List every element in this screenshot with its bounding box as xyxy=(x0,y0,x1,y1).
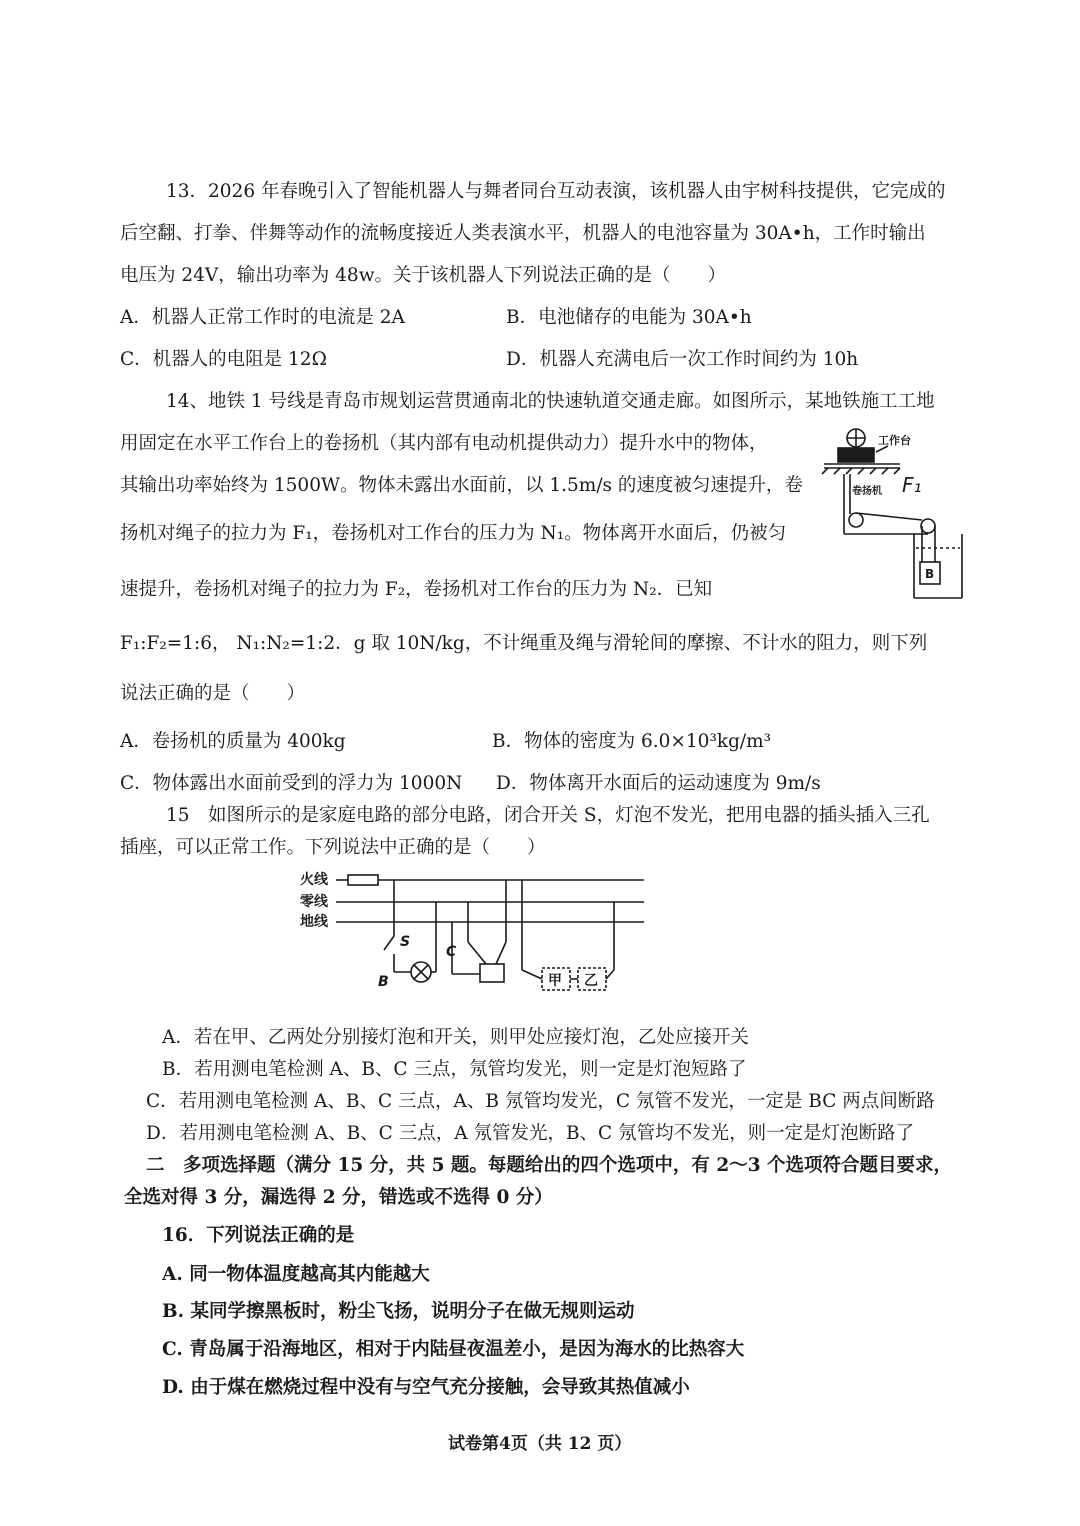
q15-option-c: C．若用测电笔检测 A、B、C 三点，A、B 氖管均发光，C 氖管不发光，一定是 BC 两点间断路 xyxy=(146,1091,935,1112)
q14-stem-line2: 用固定在水平工作台上的卷扬机（其内部有电动机提供动力）提升水中的物体， xyxy=(120,433,768,454)
q13-stem-line2: 后空翻、打拳、伴舞等动作的流畅度接近人类表演水平，机器人的电池容量为 30A•h，工作时输出 xyxy=(120,223,926,244)
force-f1-label: F₁ xyxy=(902,473,922,497)
q14-stem-line3: 其输出功率始终为 1500W。物体未露出水面前，以 1.5m/s 的速度被匀速提升，卷 xyxy=(120,475,803,496)
q16-option-d: D. 由于煤在燃烧过程中没有与空气充分接触，会导致其热值减小 xyxy=(162,1377,690,1398)
q13-stem-line3: 电压为 24V，输出功率为 48w。关于该机器人下列说法正确的是（ ） xyxy=(120,265,727,286)
q16-option-c: C. 青岛属于沿海地区，相对于内陆昼夜温差小，是因为海水的比热容大 xyxy=(162,1339,745,1360)
q13-option-d: D．机器人充满电后一次工作时间约为 10h xyxy=(506,349,859,370)
winch-platform-label: 工作台 xyxy=(878,434,911,447)
q16-stem: 16．下列说法正确的是 xyxy=(162,1225,355,1246)
q15-option-a: A．若在甲、乙两处分别接灯泡和开关，则甲处应接灯泡，乙处应接开关 xyxy=(162,1027,749,1048)
q13-option-c: C．机器人的电阻是 12Ω xyxy=(120,349,327,370)
q14-stem-line6: F₁:F₂=1:6， N₁:N₂=1:2．g 取 10N/kg，不计绳重及绳与滑轮间的摩擦、不计水的阻力，则下列 xyxy=(120,633,928,654)
q14-stem-line7: 说法正确的是（ ） xyxy=(120,683,306,704)
page-footer: 试卷第4页（共 12 页） xyxy=(448,1434,632,1454)
q16-option-b: B. 某同学擦黑板时，粉尘飞扬，说明分子在做无规则运动 xyxy=(162,1301,635,1322)
q16-option-a: A. 同一物体温度越高其内能越大 xyxy=(162,1264,430,1285)
q15-stem-line2: 插座，可以正常工作。下列说法中正确的是（ ） xyxy=(120,837,546,858)
q14-option-a: A．卷扬机的质量为 400kg xyxy=(120,731,346,752)
point-b-label: B xyxy=(378,974,389,990)
q14-option-b: B．物体的密度为 6.0×10³kg/m³ xyxy=(492,731,772,752)
live-wire-label: 火线 xyxy=(300,872,328,888)
household-circuit-figure xyxy=(296,868,656,1000)
q13-option-a: A．机器人正常工作时的电流是 2A xyxy=(120,307,405,328)
winch-label: 卷扬机 xyxy=(852,486,882,497)
box-yi-label: 乙 xyxy=(584,973,598,989)
q14-stem-line1: 14、地铁 1 号线是青岛市规划运营贯通南北的快速轨道交通走廊。如图所示，某地铁施工工地 xyxy=(166,391,935,412)
q13-stem-line1: 13．2026 年春晚引入了智能机器人与舞者同台互动表演，该机器人由宇树科技提供，它完成的 xyxy=(166,181,946,202)
box-jia-label: 甲 xyxy=(548,973,562,989)
ground-wire-label: 地线 xyxy=(300,914,328,930)
point-c-label: C xyxy=(446,944,457,960)
section2-heading-line2: 全选对得 3 分，漏选得 2 分，错选或不选得 0 分） xyxy=(124,1187,553,1208)
section2-heading-line1: 二 多项选择题（满分 15 分，共 5 题。每题给出的四个选项中，有 2～3 个选项符合题目要求， xyxy=(146,1155,953,1176)
q14-stem-line4: 扬机对绳子的拉力为 F₁，卷扬机对工作台的压力为 N₁。物体离开水面后，仍被匀 xyxy=(120,523,787,544)
object-b-label: B xyxy=(925,567,935,581)
neutral-wire-label: 零线 xyxy=(300,894,328,910)
switch-s-label: S xyxy=(400,934,411,950)
q15-stem-line1: 15 如图所示的是家庭电路的部分电路，闭合开关 S，灯泡不发光，把用电器的插头插入三孔 xyxy=(166,805,930,826)
q14-option-d: D．物体离开水面后的运动速度为 9m/s xyxy=(496,773,821,794)
q15-option-d: D．若用测电笔检测 A、B、C 三点，A 氖管发光，B、C 氖管均不发光，则一定是灯泡断路了 xyxy=(146,1123,915,1144)
winch-pulley-figure xyxy=(818,422,966,604)
q15-option-b: B．若用测电笔检测 A、B、C 三点，氖管均发光，则一定是灯泡短路了 xyxy=(162,1059,747,1080)
q14-stem-line5: 速提升，卷扬机对绳子的拉力为 F₂，卷扬机对工作台的压力为 N₂．已知 xyxy=(120,579,713,600)
q13-option-b: B．电池储存的电能为 30A•h xyxy=(506,307,752,328)
q14-option-c: C．物体露出水面前受到的浮力为 1000N xyxy=(120,773,463,794)
